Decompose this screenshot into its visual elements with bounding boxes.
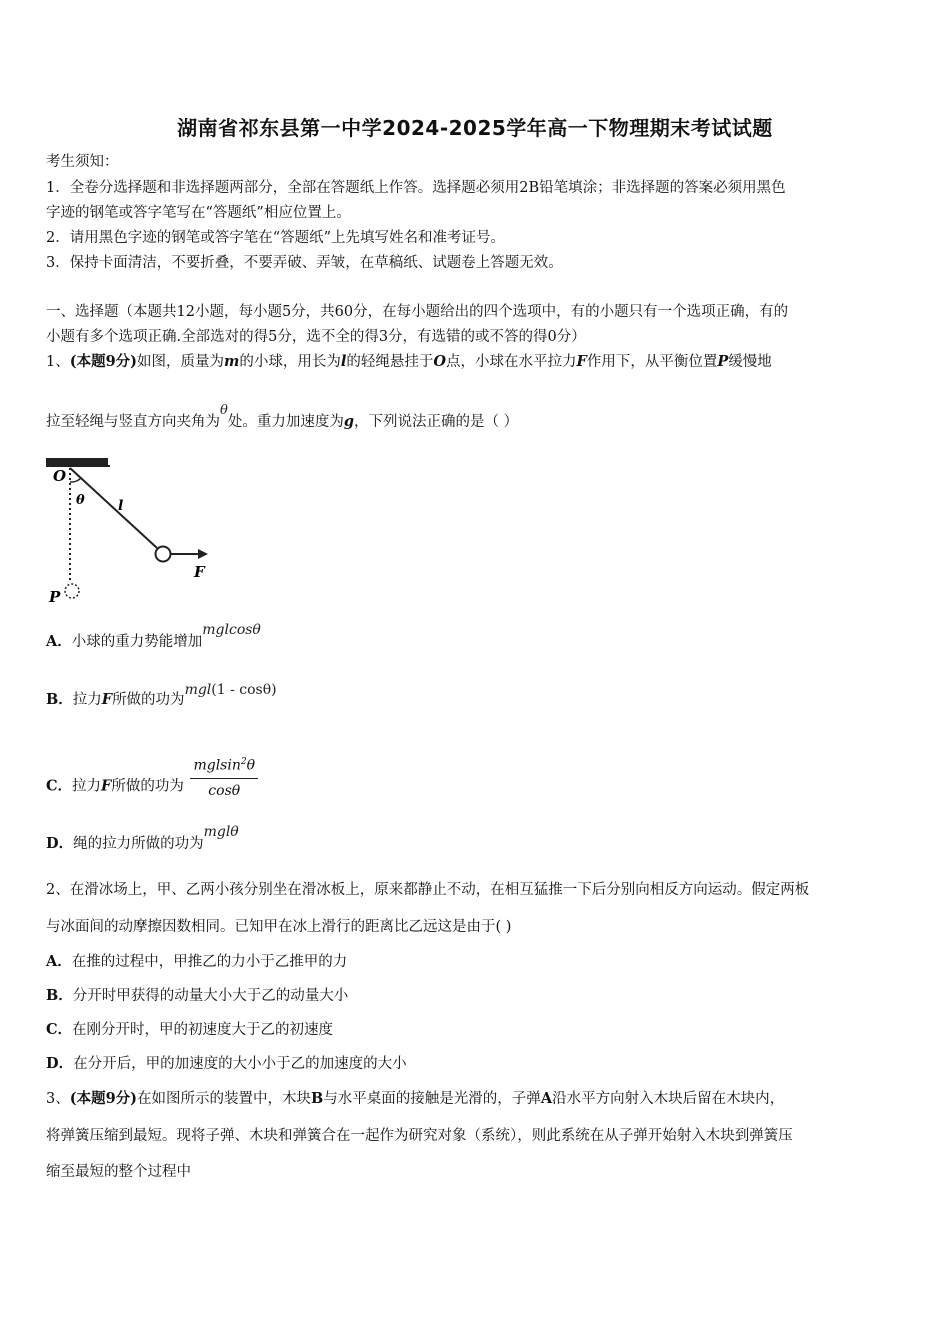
option-formula: mgl — [184, 682, 212, 698]
var-F: F — [101, 691, 113, 708]
rope — [70, 468, 157, 548]
question-3-stem: 缩至最短的整个过程中 — [46, 1164, 191, 1180]
stem-text: 在如图所示的装置中，木块 — [137, 1091, 312, 1107]
question-1-stem-line2 — [46, 403, 916, 433]
option-formula: mglθ — [203, 824, 239, 840]
option-a[interactable] — [46, 622, 916, 652]
q2-option-d[interactable] — [46, 1054, 916, 1074]
var-theta: θ — [220, 403, 228, 418]
var-O: O — [433, 353, 447, 370]
stem-text: 沿水平方向射入木块后留在木块内， — [552, 1091, 785, 1107]
option-text: 所做的功为 — [111, 778, 184, 795]
stem-text: 拉至轻绳与竖直方向夹角为 — [46, 414, 220, 430]
ball-equilibrium-position — [65, 584, 79, 598]
stem-text: 点，小球在水平拉力 — [446, 354, 577, 370]
option-label: D． — [46, 1055, 74, 1072]
question-points: (本题9分) — [69, 1090, 138, 1107]
var-A: A — [540, 1090, 553, 1107]
label-F: F — [194, 563, 205, 581]
option-label: C． — [46, 777, 73, 795]
option-text: 拉力 — [72, 778, 102, 795]
stem-text: 作用下，从平衡位置 — [586, 354, 718, 370]
section-instructions: 一、选择题（本题共12小题，每小题5分，共60分，在每小题给出的四个选项中，有的小题只有一个选项正确，有的 — [46, 304, 789, 320]
label-P: P — [49, 588, 61, 606]
var-m: m — [224, 353, 240, 370]
stem-text: 缓慢地 — [728, 354, 772, 370]
ball — [156, 547, 171, 562]
section-instructions: 小题有多个选项正确.全部选对的得5分，选不全的得3分，有选错的或不答的得0分） — [46, 329, 586, 345]
question-2-stem: 2、在滑冰场上，甲、乙两小孩分别坐在滑冰板上，原来都静止不动，在相互猛推一下后分别向相反方向运动。假定两板 — [46, 882, 810, 898]
question-1-stem — [46, 352, 916, 372]
question-number: 3、 — [46, 1091, 70, 1107]
stem-text: 与水平桌面的接触是光滑的，子弹 — [323, 1091, 541, 1107]
option-label: D． — [46, 835, 74, 852]
question-2-stem: 与冰面间的动摩擦因数相同。已知甲在冰上滑行的距离比乙远这是由于( ) — [46, 919, 512, 935]
option-text: 在分开后，甲的加速度的大小小于乙的加速度的大小 — [73, 1056, 407, 1072]
option-label: A． — [46, 633, 72, 650]
label-O: O — [53, 467, 67, 485]
question-points: (本题9分) — [69, 353, 138, 370]
q2-option-b[interactable] — [46, 986, 916, 1006]
fraction-denominator: cosθ — [208, 782, 241, 799]
option-text: 小球的重力势能增加 — [71, 634, 203, 650]
option-label: C． — [46, 1021, 73, 1038]
stem-text: 的小球，用长为 — [239, 354, 341, 370]
var-g: g — [343, 413, 354, 430]
notice-item: 2．请用黑色字迹的钢笔或答字笔在“答题纸”上先填写姓名和准考证号。 — [46, 230, 506, 246]
question-3-stem — [46, 1089, 916, 1109]
option-text: 拉力 — [72, 692, 102, 708]
page-title: 湖南省祁东县第一中学2024-2025学年高一下物理期末考试试题 — [177, 116, 773, 140]
var-F: F — [576, 353, 587, 370]
option-text: 分开时甲获得的动量大小大于乙的动量大小 — [72, 988, 349, 1004]
question-3-stem: 将弹簧压缩到最短。现将子弹、木块和弹簧合在一起作为研究对象（系统），则此系统在从子弹开始射入木块到弹簧压 — [46, 1128, 793, 1144]
option-text: 所做的功为 — [112, 692, 185, 708]
option-text: 在刚分开时，甲的初速度大于乙的初速度 — [72, 1022, 334, 1038]
angle-arc — [70, 478, 81, 482]
option-fraction — [190, 752, 258, 801]
stem-text: 处。重力加速度为 — [227, 414, 344, 430]
notice-item: 1．全卷分选择题和非选择题两部分，全部在答题纸上作答。选择题必须用2B铅笔填涂；非选择题的答案必须用黑色 — [46, 180, 786, 196]
option-formula: (1 - cosθ) — [211, 682, 277, 698]
question-number: 1、 — [46, 354, 70, 370]
label-l: l — [118, 498, 124, 514]
var-F: F — [101, 777, 112, 795]
force-arrowhead — [198, 549, 208, 559]
option-label: B． — [46, 987, 73, 1004]
option-text: 在推的过程中，甲推乙的力小于乙推甲的力 — [71, 954, 348, 970]
label-theta: θ — [76, 493, 85, 508]
var-l: l — [340, 353, 347, 370]
fraction-numerator — [190, 752, 258, 779]
stem-text: 如图，质量为 — [137, 354, 225, 370]
numerator-theta: θ — [246, 757, 256, 774]
notice-item: 字迹的钢笔或答字笔写在“答题纸”相应位置上。 — [46, 205, 351, 221]
notice-item: 3．保持卡面清洁，不要折叠，不要弄破、弄皱，在草稿纸、试题卷上答题无效。 — [46, 255, 563, 271]
option-label: A． — [46, 953, 72, 970]
option-d[interactable] — [46, 824, 916, 854]
stem-text: ，下列说法正确的是（ ） — [353, 414, 519, 430]
option-c[interactable] — [46, 757, 916, 811]
var-B: B — [311, 1090, 324, 1107]
ceiling-hatch — [46, 458, 108, 465]
var-P: P — [717, 353, 729, 370]
pendulum-figure — [40, 452, 220, 612]
numerator-text: mglsin — [193, 757, 241, 774]
exponent: 2 — [240, 757, 247, 767]
option-text: 绳的拉力所做的功为 — [73, 836, 204, 852]
q2-option-a[interactable] — [46, 952, 916, 972]
notice-heading: 考生须知： — [46, 154, 119, 170]
stem-text: 的轻绳悬挂于 — [346, 354, 434, 370]
option-b[interactable] — [46, 682, 916, 710]
q2-option-c[interactable] — [46, 1020, 916, 1040]
option-formula: mglcosθ — [202, 622, 261, 638]
option-label: B． — [46, 691, 73, 708]
